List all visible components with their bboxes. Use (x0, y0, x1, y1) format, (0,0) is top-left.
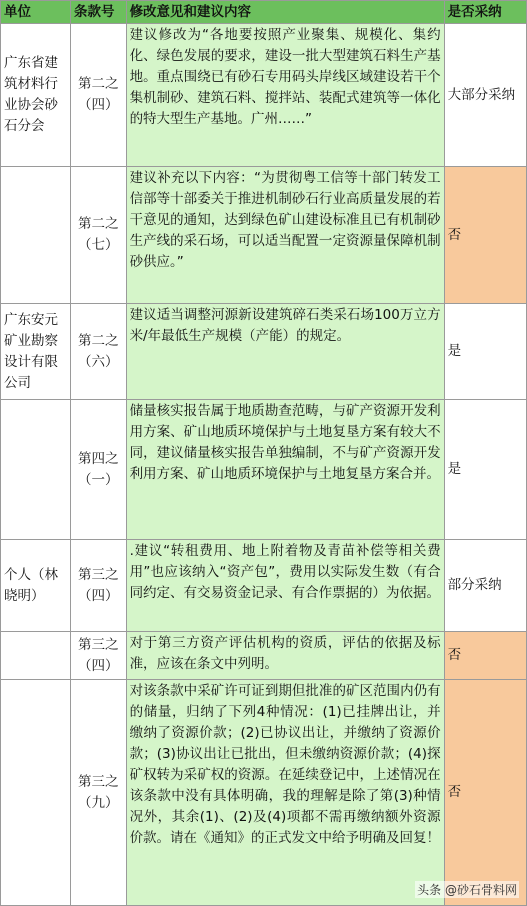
adopted-cell: 是 (444, 400, 526, 540)
unit-cell (1, 632, 71, 680)
content-cell: 建议适当调整河源新设建筑碎石类采石场100万立方米/年最低生产规模（产能）的规定。 (126, 304, 444, 400)
table-row (1, 400, 527, 540)
unit-cell (1, 680, 71, 906)
unit-cell (1, 167, 71, 304)
watermark: 头条 @砂石骨料网 (417, 883, 517, 897)
header-clause: 条款号 (70, 1, 126, 24)
unit-cell: 个人（林晓明） (1, 540, 71, 632)
header-adopted: 是否采纳 (444, 1, 526, 24)
clause-cell: 第二之（六） (70, 304, 126, 400)
unit-cell: 广东省建筑材料行业协会砂石分会 (1, 24, 71, 167)
unit-cell: 广东安元矿业勘察设计有限公司 (1, 304, 71, 400)
adopted-cell: 是 (444, 304, 526, 400)
content-cell: 对于第三方资产评估机构的资质，评估的依据及标准，应该在条文中列明。 (126, 632, 444, 680)
content-cell: 建议补充以下内容：“为贯彻粤工信等十部门转发工信部等十部委关于推进机制砂石行业高质量发展的若干意见的通知，达到绿色矿山建设标准且已有机制砂生产线的采石场，可以适当配置一定资源量保障机制砂供应。” (126, 167, 444, 304)
table-row (1, 304, 527, 400)
clause-cell: 第三之（四） (70, 540, 126, 632)
content-cell: 建议修改为“各地要按照产业聚集、规模化、集约化、绿色发展的要求，建设一批大型建筑石料生产基地。重点围绕已有砂石专用码头岸线区域建设若干个集机制砂、建筑石料、搅拌站、装配式建筑等一体化的特大型生产基地。广州……” (126, 24, 444, 167)
adopted-cell: 大部分采纳 (444, 24, 526, 167)
table-row (1, 680, 527, 906)
header-unit: 单位 (1, 1, 71, 24)
clause-cell: 第三之（九） (70, 680, 126, 906)
table-row (1, 540, 527, 632)
table-row (1, 24, 527, 167)
unit-cell (1, 400, 71, 540)
clause-cell: 第二之（四） (70, 24, 126, 167)
table-row (1, 632, 527, 680)
adopted-cell: 否 (444, 167, 526, 304)
adopted-cell: 部分采纳 (444, 540, 526, 632)
clause-cell: 第二之（七） (70, 167, 126, 304)
content-cell: 储量核实报告属于地质勘查范畴，与矿产资源开发利用方案、矿山地质环境保护与土地复垦方案有较大不同，建议储量核实报告单独编制，不与矿产资源开发利用方案、矿山地质环境保护与土地复垦方案合并。 (126, 400, 444, 540)
content-cell: .建议“转租费用、地上附着物及青苗补偿等相关费用”也应该纳入“资产包”，费用以实际发生数（有合同约定、有交易资金记录、有合作票据的）为依据。 (126, 540, 444, 632)
adopted-cell: 否 (444, 632, 526, 680)
clause-cell: 第四之（一） (70, 400, 126, 540)
content-cell: 对该条款中采矿许可证到期但批准的矿区范围内仍有的储量，归纳了下列4种情况：(1)已挂牌出让，并缴纳了资源价款；(2)已协议出让，并缴纳了资源价款；(3)协议出让已批出，但未缴纳资源价款；(4)探矿权转为采矿权的资源。在延续登记中，上述情况在该条款中没有具体明确，我的理解是除了第(3)种情况外，其余(1)、(2)及(4)项都不需再缴纳额外资源价款。请在《通知》的正式发文中给予明确及回复！ (126, 680, 444, 906)
clause-cell: 第三之（四） (70, 632, 126, 680)
header-row (1, 1, 527, 24)
header-content: 修改意见和建议内容 (126, 1, 444, 24)
adopted-cell: 否 (444, 680, 526, 906)
table-row (1, 167, 527, 304)
